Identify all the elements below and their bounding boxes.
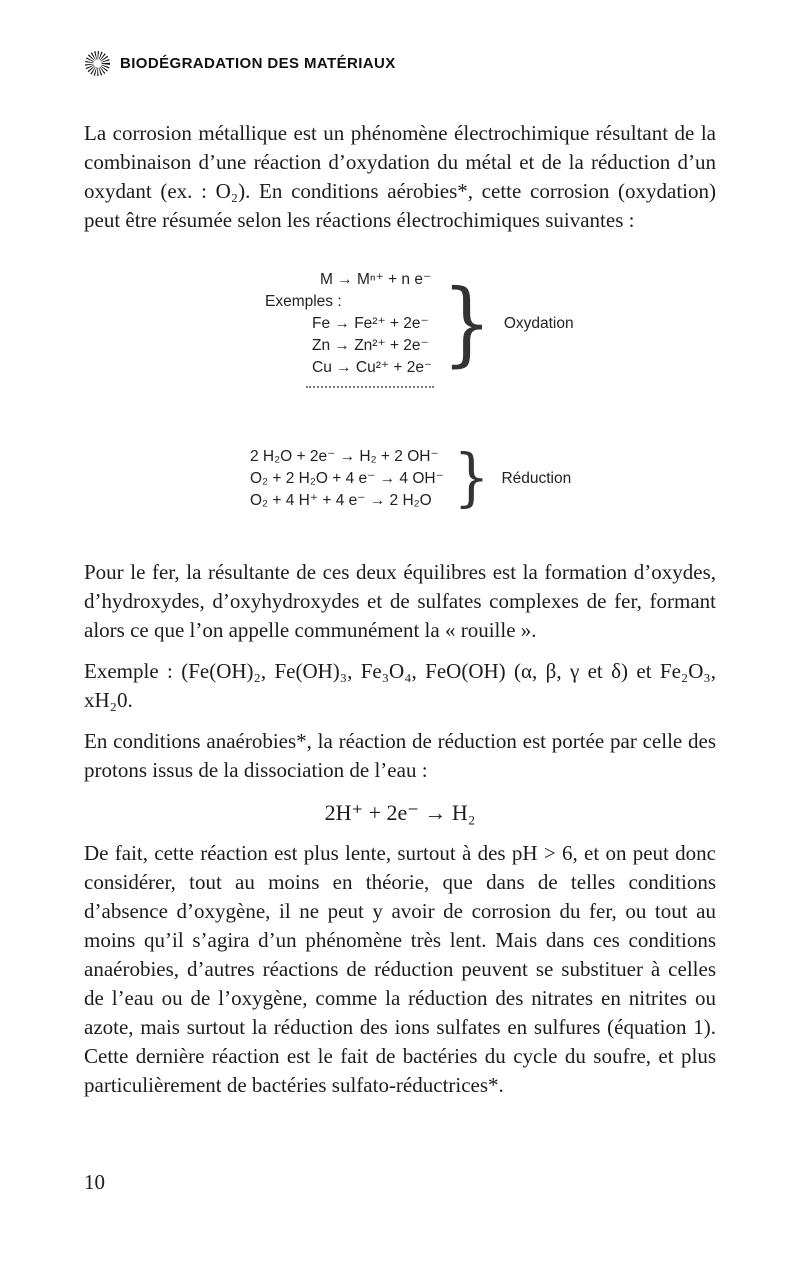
oxidation-equations-figure xyxy=(84,269,716,388)
equation-line: 2 H₂O + 2e⁻ → H₂ + 2 OH⁻ xyxy=(250,448,439,465)
equation-line: O₂ + 4 H⁺ + 4 e⁻ → 2 H₂O xyxy=(250,492,432,509)
equation-line: Cu → Cu²⁺ + 2e⁻ xyxy=(312,359,433,376)
paragraph-intro: La corrosion métallique est un phénomène électrochimique résultant de la combinaison d’une réaction d’oxydation du métal et de la réduction d’un oxydant (ex. : O₂). En conditions aérobies*, cette corrosion (oxydation) peut être résumée selon les réactions électrochimiques suivantes : xyxy=(84,121,716,232)
equation-line: Fe → Fe²⁺ + 2e⁻ xyxy=(312,315,429,332)
dotted-divider xyxy=(306,386,434,388)
right-brace: } xyxy=(453,442,490,515)
water-reduction-equation: 2H⁺ + 2e⁻ → H₂ xyxy=(324,800,476,825)
paragraph-anaerobie: En conditions anaérobies*, la réaction de réduction est portée par celle des protons issus de la dissociation de l’eau : xyxy=(84,729,716,782)
oxidation-label: Oxydation xyxy=(503,315,574,332)
equation-line: Zn → Zn²⁺ + 2e⁻ xyxy=(312,337,429,354)
paragraph-exemple: Exemple : (Fe(OH)₂, Fe(OH)₃, Fe₃O₄, FeO(OH) (α, β, γ et δ) et Fe₂O₃, xH₂0. xyxy=(84,659,716,712)
equation-line: M → Mⁿ⁺ + n e⁻ xyxy=(320,271,432,288)
chapter-title: BIODÉGRADATION DES MATÉRIAUX xyxy=(120,55,396,72)
running-header xyxy=(84,50,716,77)
starburst-icon xyxy=(84,50,111,77)
page-number: 10 xyxy=(84,1170,105,1194)
reduction-equations-figure xyxy=(84,442,716,515)
reduction-label: Réduction xyxy=(501,470,572,487)
paragraph-rouille: Pour le fer, la résultante de ces deux équilibres est la formation d’oxydes, d’hydroxydes, d’oxyhydroxydes et de sulfates complexes de fer, formant alors ce que l’on appelle communément la « rouille ». xyxy=(84,560,716,642)
right-brace: } xyxy=(442,270,492,378)
examples-label: Exemples : xyxy=(265,293,342,310)
equation-line: O₂ + 2 H₂O + 4 e⁻ → 4 OH⁻ xyxy=(250,470,444,487)
paragraph-defait: De fait, cette réaction est plus lente, surtout à des pH > 6, et on peut donc considérer, tout au moins en théorie, que dans de telles conditions d’absence d’oxygène, il ne peut y avoir de corrosion du fer, ou tout au moins qu’il s’agira d’un phénomène très lent. Mais dans ces conditions anaérobies, d’autres réactions de réduction peuvent se substituer à celles de l’eau ou de l’oxygène, comme la réduction des nitrates en nitrites ou azote, mais surtout la réduction des ions sulfates en sulfures (équation 1). Cette dernière réaction est le fait de bactéries du cycle du soufre, et plus particulièrement de bactéries sulfato-réductrices*. xyxy=(84,841,716,1097)
